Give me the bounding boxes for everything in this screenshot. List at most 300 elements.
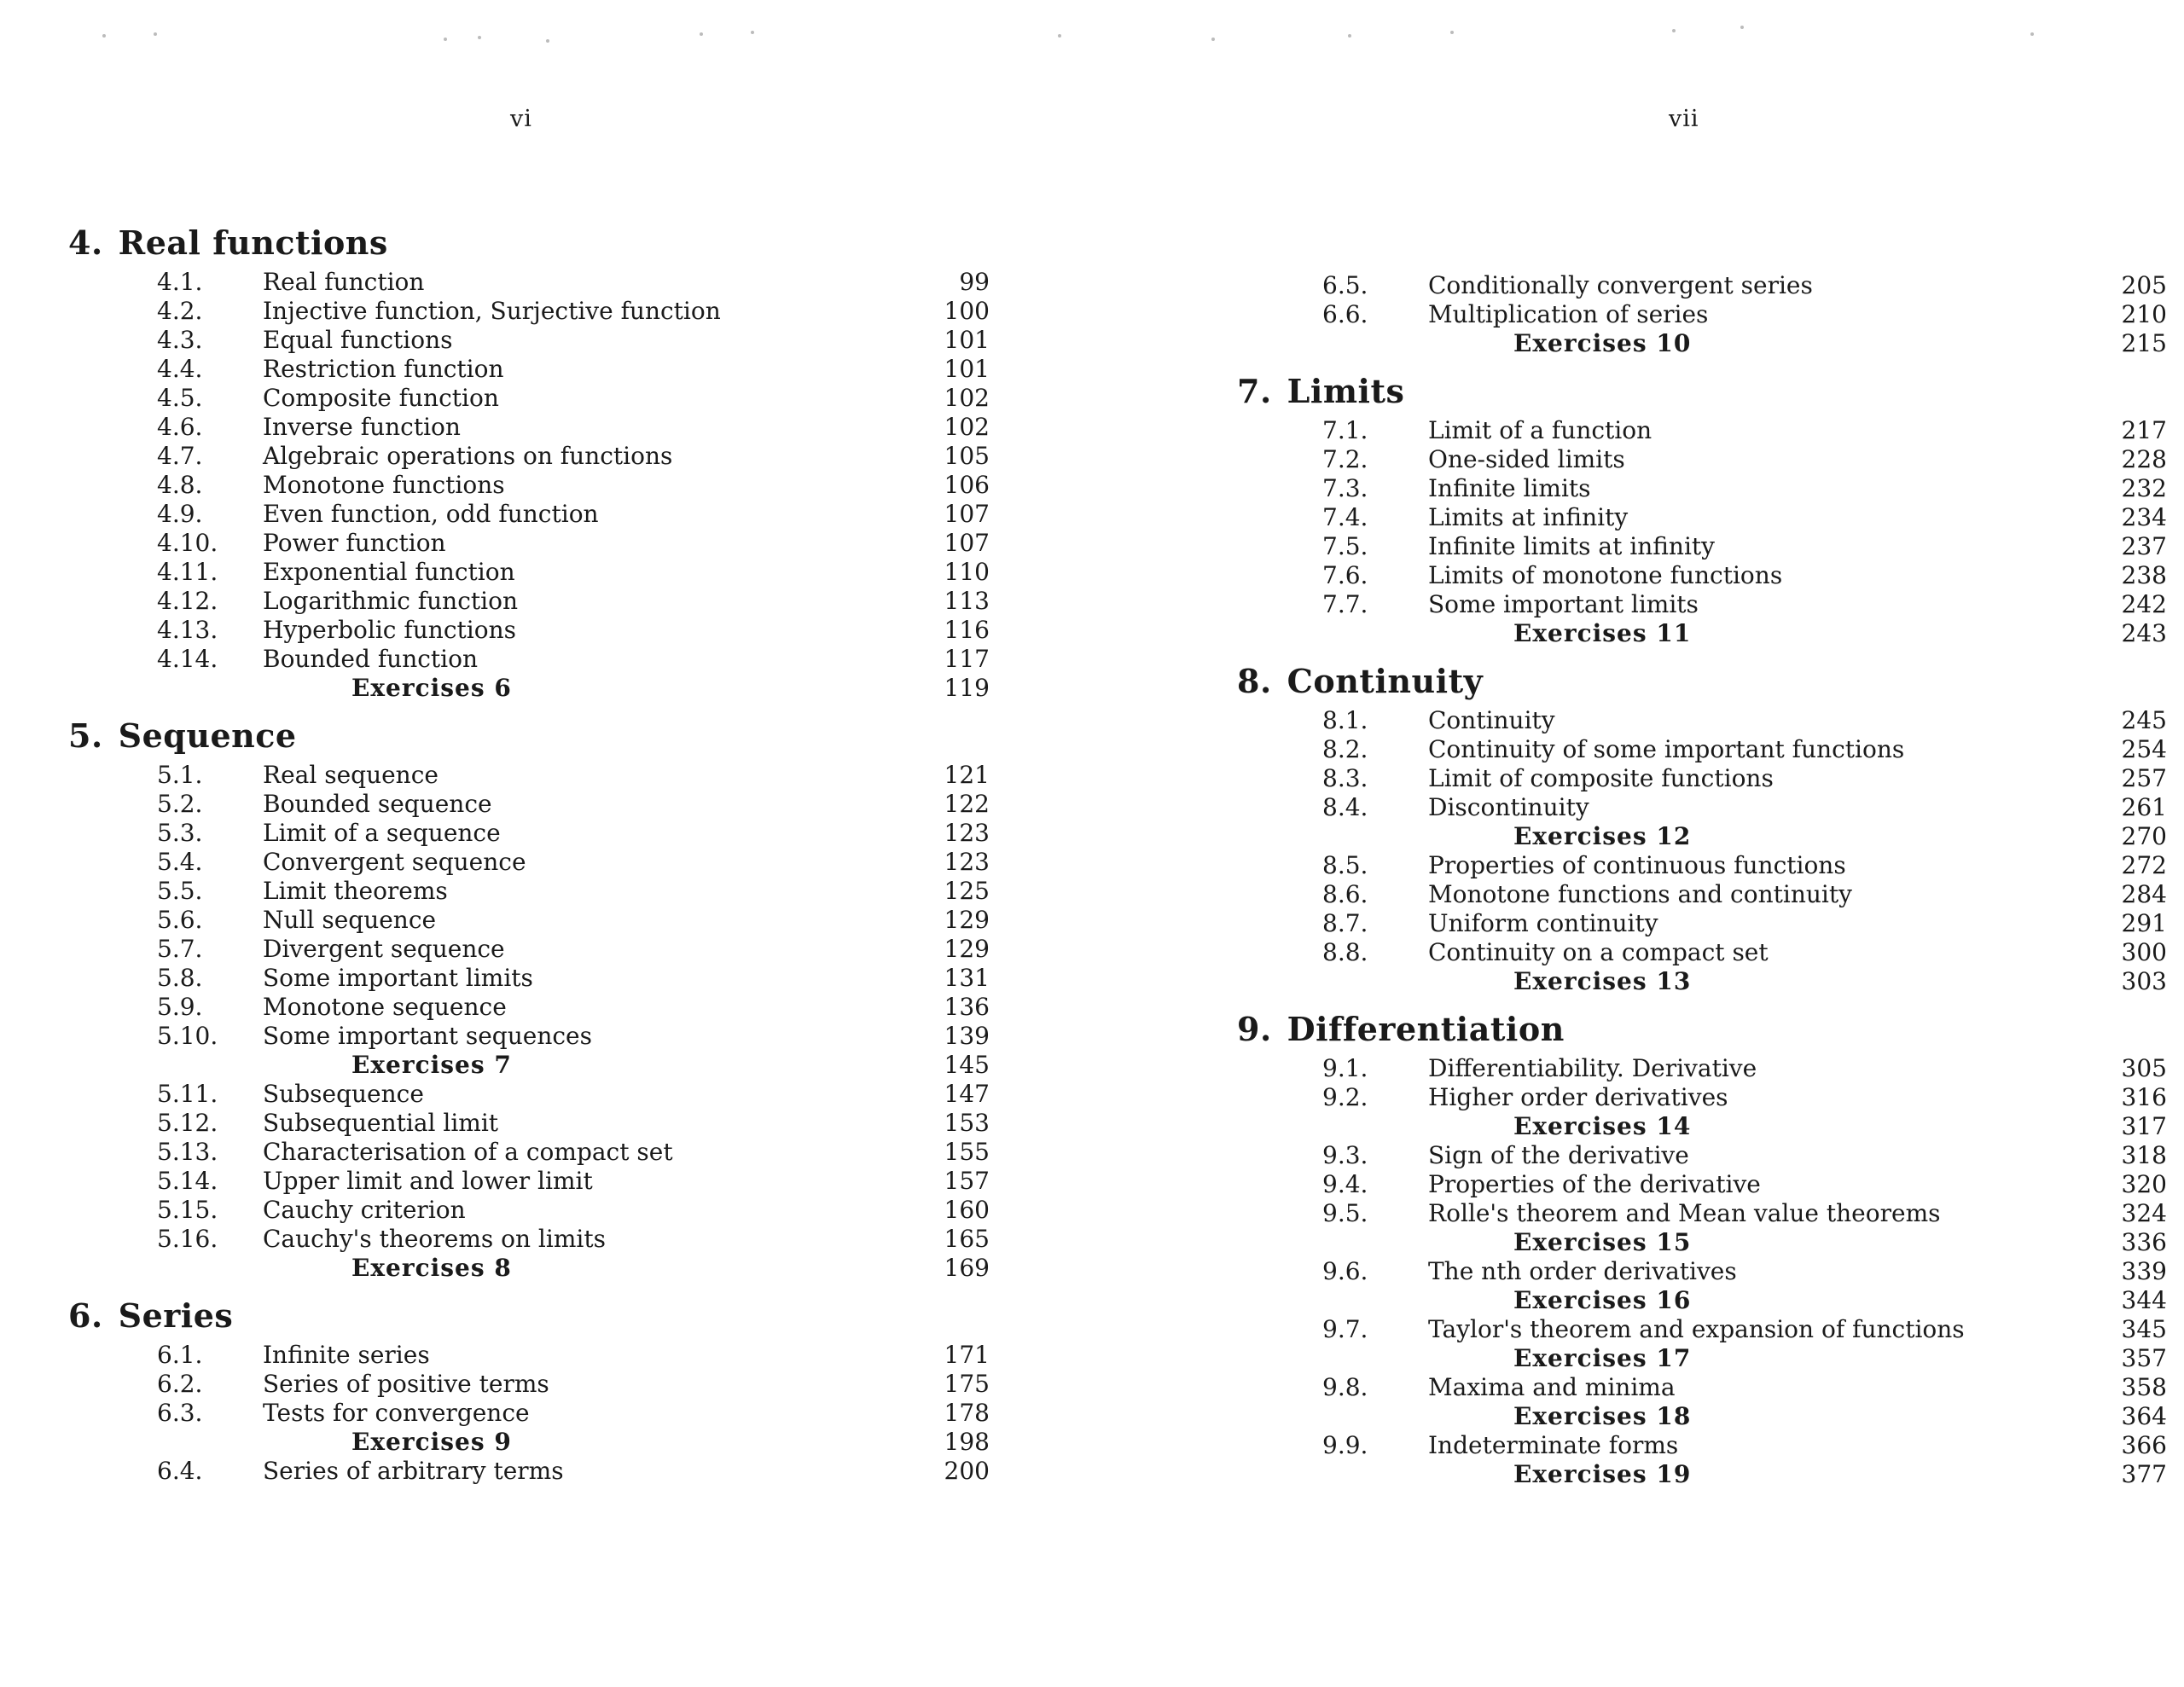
chapter xyxy=(1237,662,2167,996)
chapter-entries xyxy=(68,1341,990,1486)
section-title: Limit of a function xyxy=(1428,416,1653,444)
page-ref: 153 xyxy=(944,1109,990,1137)
toc-entry xyxy=(68,1022,990,1051)
page-ref: 210 xyxy=(2121,300,2167,328)
toc-entry xyxy=(68,471,990,500)
section-number: 4.8. xyxy=(157,471,203,499)
page-ref: 119 xyxy=(944,674,990,702)
page-ref: 270 xyxy=(2121,822,2167,850)
chapter-title: Limits xyxy=(1287,372,1405,410)
chapter-title: Real functions xyxy=(118,223,388,262)
page-ref: 336 xyxy=(2121,1228,2167,1256)
page-ref: 110 xyxy=(944,558,990,586)
toc-entry xyxy=(68,268,990,297)
toc-entry xyxy=(1237,880,2167,909)
toc-entry xyxy=(68,819,990,848)
toc-entry xyxy=(1237,909,2167,938)
section-number: 8.4. xyxy=(1322,793,1368,821)
chapter-heading xyxy=(1237,372,2167,411)
page-ref: 198 xyxy=(944,1428,990,1456)
section-number: 7.5. xyxy=(1322,532,1368,560)
page-ref: 357 xyxy=(2121,1344,2167,1372)
toc-entry xyxy=(68,935,990,964)
section-number: 4.2. xyxy=(157,297,203,325)
right-page xyxy=(1092,0,2184,1687)
toc-entry xyxy=(68,442,990,471)
page-ref: 131 xyxy=(944,964,990,992)
toc-entry xyxy=(68,616,990,645)
section-title: Limit of a sequence xyxy=(263,819,501,847)
page-ref: 245 xyxy=(2121,706,2167,734)
section-number: 5.12. xyxy=(157,1109,218,1137)
section-title: Some important limits xyxy=(1428,590,1699,618)
page-ref: 99 xyxy=(959,268,990,296)
section-title: Real function xyxy=(263,268,425,296)
toc-entry xyxy=(68,326,990,355)
section-number: 6.5. xyxy=(1322,271,1368,299)
toc-entry xyxy=(1237,445,2167,474)
page-ref: 129 xyxy=(944,935,990,963)
section-title: Injective function, Surjective function xyxy=(263,297,721,325)
section-title: Maxima and minima xyxy=(1428,1373,1676,1401)
exercise-entry xyxy=(1237,1286,2167,1315)
toc-entry xyxy=(1237,764,2167,793)
section-number: 9.7. xyxy=(1322,1315,1368,1343)
page-ref: 320 xyxy=(2121,1170,2167,1198)
page-ref: 117 xyxy=(944,645,990,673)
chapter-heading xyxy=(68,223,990,263)
toc-entry xyxy=(68,848,990,877)
page-ref: 366 xyxy=(2121,1431,2167,1459)
chapter-title: Sequence xyxy=(118,716,297,755)
section-number: 7.6. xyxy=(1322,561,1368,589)
chapter-number: 7. xyxy=(1237,372,1272,410)
toc-entry xyxy=(68,384,990,413)
toc-entry xyxy=(1237,1054,2167,1083)
page-ref: 107 xyxy=(944,529,990,557)
exercise-entry xyxy=(1237,1460,2167,1489)
page-ref: 318 xyxy=(2121,1141,2167,1169)
exercise-entry xyxy=(1237,1402,2167,1431)
page-ref: 123 xyxy=(944,848,990,876)
page-ref: 169 xyxy=(944,1254,990,1282)
section-title: Some important sequences xyxy=(263,1022,592,1050)
section-number: 4.3. xyxy=(157,326,203,354)
chapter-entries xyxy=(1237,416,2167,648)
page-ref: 147 xyxy=(944,1080,990,1108)
section-title: Equal functions xyxy=(263,326,453,354)
chapter-heading xyxy=(68,716,990,756)
toc-entry xyxy=(68,1196,990,1225)
page-ref: 106 xyxy=(944,471,990,499)
toc-entry xyxy=(68,1138,990,1167)
section-title: One-sided limits xyxy=(1428,445,1625,473)
toc-entry xyxy=(68,558,990,587)
page-ref: 284 xyxy=(2121,880,2167,908)
page-ref: 160 xyxy=(944,1196,990,1224)
section-title: Properties of continuous functions xyxy=(1428,851,1846,879)
section-number: 4.4. xyxy=(157,355,203,383)
toc-entry xyxy=(68,1167,990,1196)
continued-entries xyxy=(1237,271,2167,358)
toc-entry xyxy=(68,1109,990,1138)
section-title: Inverse function xyxy=(263,413,461,441)
chapter-number: 6. xyxy=(68,1296,103,1335)
section-number: 9.8. xyxy=(1322,1373,1368,1401)
section-number: 5.6. xyxy=(157,906,203,934)
section-title: Multiplication of series xyxy=(1428,300,1709,328)
section-number: 7.2. xyxy=(1322,445,1368,473)
section-number: 6.1. xyxy=(157,1341,203,1369)
chapter xyxy=(68,223,990,703)
section-number: 5.5. xyxy=(157,877,203,905)
section-title: Bounded sequence xyxy=(263,790,492,818)
right-chapter-list xyxy=(1237,271,2167,1503)
toc-entry xyxy=(68,1370,990,1399)
section-title: Series of positive terms xyxy=(263,1370,549,1398)
chapter xyxy=(1237,1010,2167,1489)
toc-entry xyxy=(1237,938,2167,967)
section-title: Continuity of some important functions xyxy=(1428,735,1905,763)
page-ref: 157 xyxy=(944,1167,990,1195)
page-ref: 364 xyxy=(2121,1402,2167,1430)
page-ref: 261 xyxy=(2121,793,2167,821)
toc-entry xyxy=(1237,300,2167,329)
section-title: Series of arbitrary terms xyxy=(263,1457,564,1485)
section-title: Continuity xyxy=(1428,706,1555,734)
section-title: Divergent sequence xyxy=(263,935,505,963)
page-ref: 100 xyxy=(944,297,990,325)
section-number: 7.4. xyxy=(1322,503,1368,531)
page-ref: 102 xyxy=(944,384,990,412)
chapter-title: Continuity xyxy=(1287,662,1484,700)
page-ref: 242 xyxy=(2121,590,2167,618)
chapter-entries xyxy=(68,761,990,1283)
chapter-number: 8. xyxy=(1237,662,1272,700)
page-ref: 178 xyxy=(944,1399,990,1427)
page-ref: 232 xyxy=(2121,474,2167,502)
section-title: Null sequence xyxy=(263,906,437,934)
section-number: 6.6. xyxy=(1322,300,1368,328)
section-title: Infinite series xyxy=(263,1341,430,1369)
section-title: Algebraic operations on functions xyxy=(263,442,673,470)
chapter-number: 4. xyxy=(68,223,103,262)
chapter xyxy=(68,1296,990,1486)
toc-entry xyxy=(68,645,990,674)
chapter-entries xyxy=(1237,706,2167,996)
chapter-title: Differentiation xyxy=(1287,1010,1565,1048)
page-ref: 254 xyxy=(2121,735,2167,763)
section-title: Uniform continuity xyxy=(1428,909,1658,937)
exercise-entry xyxy=(1237,1228,2167,1257)
exercise-entry xyxy=(68,1051,990,1080)
chapter-number: 5. xyxy=(68,716,103,755)
section-title: Continuity on a compact set xyxy=(1428,938,1769,966)
section-title: Exercises 13 xyxy=(1513,967,1692,995)
page-ref: 305 xyxy=(2121,1054,2167,1082)
toc-entry xyxy=(1237,271,2167,300)
section-title: Differentiability. Derivative xyxy=(1428,1054,1757,1082)
section-title: Even function, odd function xyxy=(263,500,599,528)
toc-entry xyxy=(1237,474,2167,503)
section-number: 4.7. xyxy=(157,442,203,470)
toc-entry xyxy=(68,587,990,616)
section-title: Infinite limits at infinity xyxy=(1428,532,1715,560)
page-ref: 303 xyxy=(2121,967,2167,995)
chapter xyxy=(1237,372,2167,648)
page-number: vii xyxy=(1669,106,1699,132)
page-ref: 234 xyxy=(2121,503,2167,531)
toc-entry xyxy=(68,761,990,790)
section-title: Limits at infinity xyxy=(1428,503,1629,531)
section-number: 5.13. xyxy=(157,1138,218,1166)
toc-entry xyxy=(68,355,990,384)
page-ref: 101 xyxy=(944,355,990,383)
toc-entry xyxy=(1237,561,2167,590)
section-title: Exercises 10 xyxy=(1513,329,1692,357)
page-ref: 324 xyxy=(2121,1199,2167,1227)
page-ref: 136 xyxy=(944,993,990,1021)
page-ref: 316 xyxy=(2121,1083,2167,1111)
section-title: Tests for convergence xyxy=(263,1399,530,1427)
page-ref: 237 xyxy=(2121,532,2167,560)
toc-entry xyxy=(1237,1315,2167,1344)
page-ref: 243 xyxy=(2121,619,2167,647)
toc-entry xyxy=(1237,1083,2167,1112)
section-title: Exercises 15 xyxy=(1513,1228,1692,1256)
page-ref: 125 xyxy=(944,877,990,905)
chapter-heading xyxy=(1237,1010,2167,1049)
section-title: Exercises 11 xyxy=(1513,619,1692,647)
exercise-entry xyxy=(1237,1112,2167,1141)
section-title: The nth order derivatives xyxy=(1428,1257,1737,1285)
section-title: Discontinuity xyxy=(1428,793,1589,821)
section-title: Limits of monotone functions xyxy=(1428,561,1783,589)
toc-entry xyxy=(1237,532,2167,561)
toc-entry xyxy=(1237,1199,2167,1228)
section-number: 4.10. xyxy=(157,529,218,557)
toc-entry xyxy=(68,964,990,993)
chapter-entries xyxy=(1237,1054,2167,1489)
page-ref: 175 xyxy=(944,1370,990,1398)
page-ref: 200 xyxy=(944,1457,990,1485)
page-number: vi xyxy=(510,106,532,132)
page-ref: 217 xyxy=(2121,416,2167,444)
section-title: Exercises 19 xyxy=(1513,1460,1692,1488)
chapter xyxy=(68,716,990,1283)
section-number: 9.5. xyxy=(1322,1199,1368,1227)
page-ref: 377 xyxy=(2121,1460,2167,1488)
toc-entry xyxy=(1237,503,2167,532)
section-number: 7.1. xyxy=(1322,416,1368,444)
toc-entry xyxy=(1237,793,2167,822)
section-title: Indeterminate forms xyxy=(1428,1431,1679,1459)
section-title: Cauchy's theorems on limits xyxy=(263,1225,606,1253)
page-ref: 116 xyxy=(944,616,990,644)
chapter-title: Series xyxy=(118,1296,234,1335)
section-number: 4.1. xyxy=(157,268,203,296)
toc-entry xyxy=(68,297,990,326)
section-title: Bounded function xyxy=(263,645,479,673)
exercise-entry xyxy=(1237,329,2167,358)
page-ref: 139 xyxy=(944,1022,990,1050)
exercise-entry xyxy=(1237,967,2167,996)
section-number: 8.1. xyxy=(1322,706,1368,734)
page-ref: 105 xyxy=(944,442,990,470)
toc-entry xyxy=(1237,735,2167,764)
toc-entry xyxy=(1237,706,2167,735)
section-number: 5.14. xyxy=(157,1167,218,1195)
page-ref: 344 xyxy=(2121,1286,2167,1314)
section-number: 6.2. xyxy=(157,1370,203,1398)
exercise-entry xyxy=(68,1428,990,1457)
section-title: Logarithmic function xyxy=(263,587,518,615)
section-title: Exercises 17 xyxy=(1513,1344,1692,1372)
section-number: 5.9. xyxy=(157,993,203,1021)
section-title: Monotone functions xyxy=(263,471,505,499)
page-ref: 272 xyxy=(2121,851,2167,879)
section-number: 8.3. xyxy=(1322,764,1368,792)
section-title: Limit of composite functions xyxy=(1428,764,1774,792)
section-number: 5.3. xyxy=(157,819,203,847)
left-chapter-list xyxy=(68,223,990,1499)
section-number: 5.4. xyxy=(157,848,203,876)
section-title: Exercises 7 xyxy=(351,1051,512,1079)
section-title: Higher order derivatives xyxy=(1428,1083,1728,1111)
page-ref: 358 xyxy=(2121,1373,2167,1401)
section-title: Real sequence xyxy=(263,761,439,789)
section-number: 5.10. xyxy=(157,1022,218,1050)
toc-entry xyxy=(1237,1431,2167,1460)
section-number: 8.5. xyxy=(1322,851,1368,879)
section-number: 5.11. xyxy=(157,1080,218,1108)
section-title: Monotone sequence xyxy=(263,993,507,1021)
section-number: 8.6. xyxy=(1322,880,1368,908)
section-title: Infinite limits xyxy=(1428,474,1591,502)
page-ref: 291 xyxy=(2121,909,2167,937)
section-number: 4.14. xyxy=(157,645,218,673)
section-number: 4.11. xyxy=(157,558,218,586)
toc-entry xyxy=(1237,1170,2167,1199)
toc-entry xyxy=(68,500,990,529)
section-number: 5.7. xyxy=(157,935,203,963)
section-number: 8.8. xyxy=(1322,938,1368,966)
section-number: 8.7. xyxy=(1322,909,1368,937)
section-title: Exercises 12 xyxy=(1513,822,1692,850)
toc-entry xyxy=(68,529,990,558)
toc-entry xyxy=(1237,590,2167,619)
toc-entry xyxy=(1237,1141,2167,1170)
page-ref: 205 xyxy=(2121,271,2167,299)
exercise-entry xyxy=(1237,1344,2167,1373)
section-title: Upper limit and lower limit xyxy=(263,1167,593,1195)
section-number: 5.1. xyxy=(157,761,203,789)
page-ref: 101 xyxy=(944,326,990,354)
section-number: 4.6. xyxy=(157,413,203,441)
section-number: 6.3. xyxy=(157,1399,203,1427)
section-number: 7.7. xyxy=(1322,590,1368,618)
section-title: Some important limits xyxy=(263,964,533,992)
exercise-entry xyxy=(68,674,990,703)
page-ref: 257 xyxy=(2121,764,2167,792)
chapter-heading xyxy=(68,1296,990,1336)
section-title: Conditionally convergent series xyxy=(1428,271,1813,299)
chapter-heading xyxy=(1237,662,2167,701)
page-ref: 317 xyxy=(2121,1112,2167,1140)
page-ref: 300 xyxy=(2121,938,2167,966)
toc-entry xyxy=(68,993,990,1022)
page-ref: 122 xyxy=(944,790,990,818)
section-number: 4.13. xyxy=(157,616,218,644)
section-title: Convergent sequence xyxy=(263,848,526,876)
toc-entry xyxy=(68,790,990,819)
section-title: Monotone functions and continuity xyxy=(1428,880,1852,908)
page-ref: 228 xyxy=(2121,445,2167,473)
section-title: Properties of the derivative xyxy=(1428,1170,1761,1198)
page-ref: 102 xyxy=(944,413,990,441)
chapter-number: 9. xyxy=(1237,1010,1272,1048)
section-title: Exercises 16 xyxy=(1513,1286,1692,1314)
toc-entry xyxy=(68,877,990,906)
section-number: 5.16. xyxy=(157,1225,218,1253)
section-title: Limit theorems xyxy=(263,877,448,905)
toc-entry xyxy=(1237,1373,2167,1402)
toc-entry xyxy=(68,1080,990,1109)
toc-entry xyxy=(68,1457,990,1486)
toc-entry xyxy=(68,413,990,442)
section-number: 7.3. xyxy=(1322,474,1368,502)
section-number: 5.2. xyxy=(157,790,203,818)
section-title: Exercises 18 xyxy=(1513,1402,1692,1430)
section-number: 9.3. xyxy=(1322,1141,1368,1169)
section-number: 9.9. xyxy=(1322,1431,1368,1459)
section-title: Exercises 8 xyxy=(351,1254,512,1282)
section-number: 4.9. xyxy=(157,500,203,528)
page-ref: 113 xyxy=(944,587,990,615)
section-title: Exercises 14 xyxy=(1513,1112,1692,1140)
exercise-entry xyxy=(68,1254,990,1283)
section-number: 4.12. xyxy=(157,587,218,615)
section-number: 9.1. xyxy=(1322,1054,1368,1082)
page-ref: 107 xyxy=(944,500,990,528)
section-title: Exponential function xyxy=(263,558,515,586)
page-ref: 165 xyxy=(944,1225,990,1253)
section-number: 8.2. xyxy=(1322,735,1368,763)
page-ref: 145 xyxy=(944,1051,990,1079)
page-ref: 238 xyxy=(2121,561,2167,589)
toc-entry xyxy=(68,906,990,935)
toc-entry xyxy=(68,1341,990,1370)
section-number: 4.5. xyxy=(157,384,203,412)
toc-entry xyxy=(68,1225,990,1254)
toc-entry xyxy=(68,1399,990,1428)
section-number: 9.2. xyxy=(1322,1083,1368,1111)
page-ref: 129 xyxy=(944,906,990,934)
section-title: Exercises 6 xyxy=(351,674,512,702)
section-title: Sign of the derivative xyxy=(1428,1141,1689,1169)
section-title: Characterisation of a compact set xyxy=(263,1138,673,1166)
toc-entry xyxy=(1237,1257,2167,1286)
section-number: 9.4. xyxy=(1322,1170,1368,1198)
page-ref: 171 xyxy=(944,1341,990,1369)
section-title: Subsequence xyxy=(263,1080,424,1108)
section-title: Subsequential limit xyxy=(263,1109,499,1137)
section-title: Restriction function xyxy=(263,355,504,383)
section-title: Rolle's theorem and Mean value theorems xyxy=(1428,1199,1941,1227)
section-title: Power function xyxy=(263,529,446,557)
page-ref: 345 xyxy=(2121,1315,2167,1343)
section-title: Taylor's theorem and expansion of functions xyxy=(1428,1315,1965,1343)
